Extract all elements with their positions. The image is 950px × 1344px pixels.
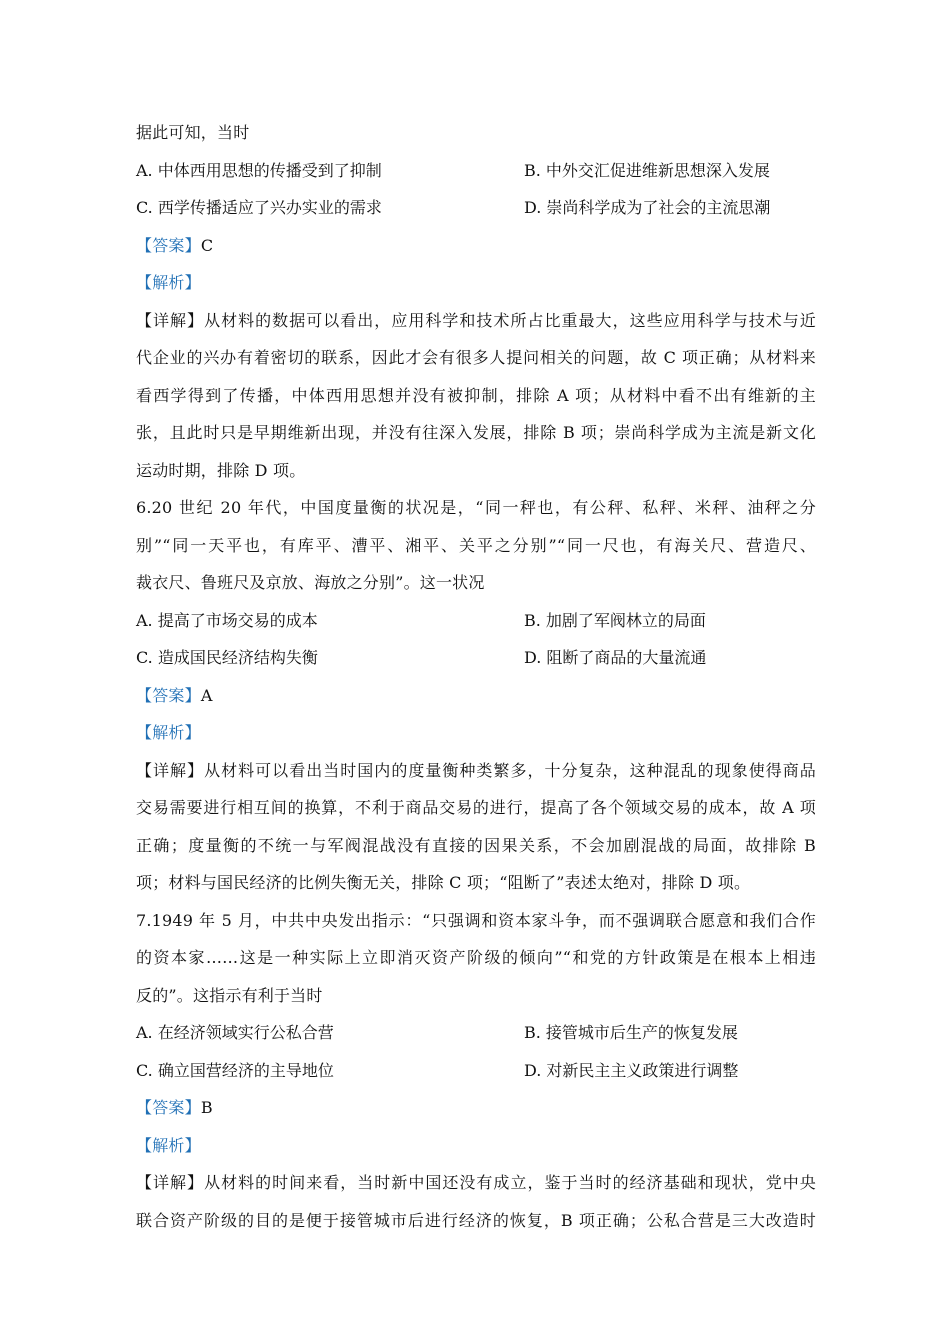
q6-detail-line-3: 正确；度量衡的不统一与军阀混战没有直接的因果关系，不会加剧混战的局面，故排除 B: [136, 835, 816, 855]
detail-tag: 【详解】: [136, 310, 205, 330]
q6-detail-line-2: 交易需要进行相互间的换算，不利于商品交易的进行，提高了各个领域交易的成本，故 A 项: [136, 798, 816, 817]
q7-option-d: D. 对新民主主义政策进行调整: [524, 1060, 739, 1080]
answer-value: B: [200, 1098, 213, 1117]
q7-detail-line-2: 联合资产阶级的目的是便于接管城市后进行经济的恢复，B 项正确；公私合营是三大改造时: [136, 1210, 816, 1230]
q5-answer: [136, 227, 816, 265]
q7-detail-line-1: [136, 1164, 816, 1202]
q7-option-a: A. 在经济领域实行公私合营: [136, 1023, 334, 1042]
detail-text: 从材料可以看出当时国内的度量衡种类繁多，十分复杂，这种混乱的现象使得商品: [204, 760, 816, 780]
detail-tag: 【详解】: [136, 1173, 205, 1192]
q5-detail-line-5: 运动时期，排除 D 项。: [136, 460, 306, 480]
question-6-options-row-1: [136, 602, 816, 640]
q5-detail-line-4: 张，且此时只是早期维新出现，并没有往深入发展，排除 B 项；崇尚科学成为主流是新文化: [136, 423, 816, 442]
q6-option-d: D. 阻断了商品的大量流通: [524, 648, 707, 667]
q6-analysis-tag: 【解析】: [136, 723, 201, 742]
question-7-options-row-1: [136, 1014, 816, 1052]
question-5-stem-tail: 据此可知，当时: [136, 123, 250, 142]
answer-value: C: [200, 235, 214, 255]
q5-detail-line-3: 看西学得到了传播，中体西用思想并没有被抑制，排除 A 项；从材料中看不出有维新的主: [136, 385, 816, 405]
q6-stem-line-2: 别”“同一天平也，有库平、漕平、湘平、关平之分别”“同一尺也，有海关尺、营造尺、: [136, 535, 816, 555]
q7-option-c: C. 确立国营经济的主导地位: [136, 1060, 334, 1080]
detail-text: 从材料的时间来看，当时新中国还没有成立，鉴于当时的经济基础和现状，党中央: [204, 1173, 816, 1192]
q7-stem-line-3: 反的”。这指示有利于当时: [136, 985, 323, 1005]
q7-option-b: B. 接管城市后生产的恢复发展: [524, 1023, 738, 1042]
detail-text: 从材料的数据可以看出，应用科学和技术所占比重最大，这些应用科学与技术与近: [204, 310, 816, 330]
answer-tag: 【答案】: [136, 685, 201, 705]
answer-tag: 【答案】: [136, 235, 201, 255]
q5-option-c: C. 西学传播适应了兴办实业的需求: [136, 198, 382, 217]
q6-option-b: B. 加剧了军阀林立的局面: [524, 610, 706, 630]
question-5-options-row-2: [136, 189, 816, 227]
q6-answer: [136, 677, 816, 715]
q5-detail-line-1: [136, 302, 816, 340]
question-5-options-row-1: [136, 152, 816, 190]
q5-option-a: A. 中体西用思想的传播受到了抑制: [136, 160, 382, 180]
answer-tag: 【答案】: [136, 1098, 201, 1117]
q6-stem-line-3: 裁衣尺、鲁班尺及京放、海放之分别”。这一状况: [136, 573, 485, 592]
q7-stem-line-2: 的资本家……这是一种实际上立即消灭资产阶级的倾向”“和党的方针政策是在根本上相违: [136, 948, 816, 967]
answer-value: A: [200, 685, 213, 705]
question-6-options-row-2: [136, 639, 816, 677]
detail-tag: 【详解】: [136, 760, 205, 780]
q5-option-b: B. 中外交汇促进维新思想深入发展: [524, 160, 770, 180]
q6-option-a: A. 提高了市场交易的成本: [136, 610, 318, 630]
q7-answer: [136, 1089, 816, 1127]
q6-detail-line-1: [136, 752, 816, 790]
q5-analysis-tag: 【解析】: [136, 273, 201, 292]
q5-option-d: D. 崇尚科学成为了社会的主流思潮: [524, 198, 771, 217]
q6-stem-line-1: 6.20 世纪 20 年代，中国度量衡的状况是，“同一秤也，有公秤、私秤、米秤、油秤之分: [136, 498, 816, 517]
q6-option-c: C. 造成国民经济结构失衡: [136, 648, 318, 667]
q7-analysis-tag: 【解析】: [136, 1135, 201, 1155]
q7-stem-line-1: 7.1949 年 5 月，中共中央发出指示：“只强调和资本家斗争，而不强调联合愿意和我们合作: [136, 910, 816, 930]
question-7-options-row-2: [136, 1052, 816, 1090]
document-page: [136, 114, 816, 1239]
q6-detail-line-4: 项；材料与国民经济的比例失衡无关，排除 C 项；“阻断了”表述太绝对，排除 D 项。: [136, 873, 751, 892]
q5-detail-line-2: 代企业的兴办有着密切的联系，因此才会有很多人提问相关的问题，故 C 项正确；从材料来: [136, 348, 816, 367]
